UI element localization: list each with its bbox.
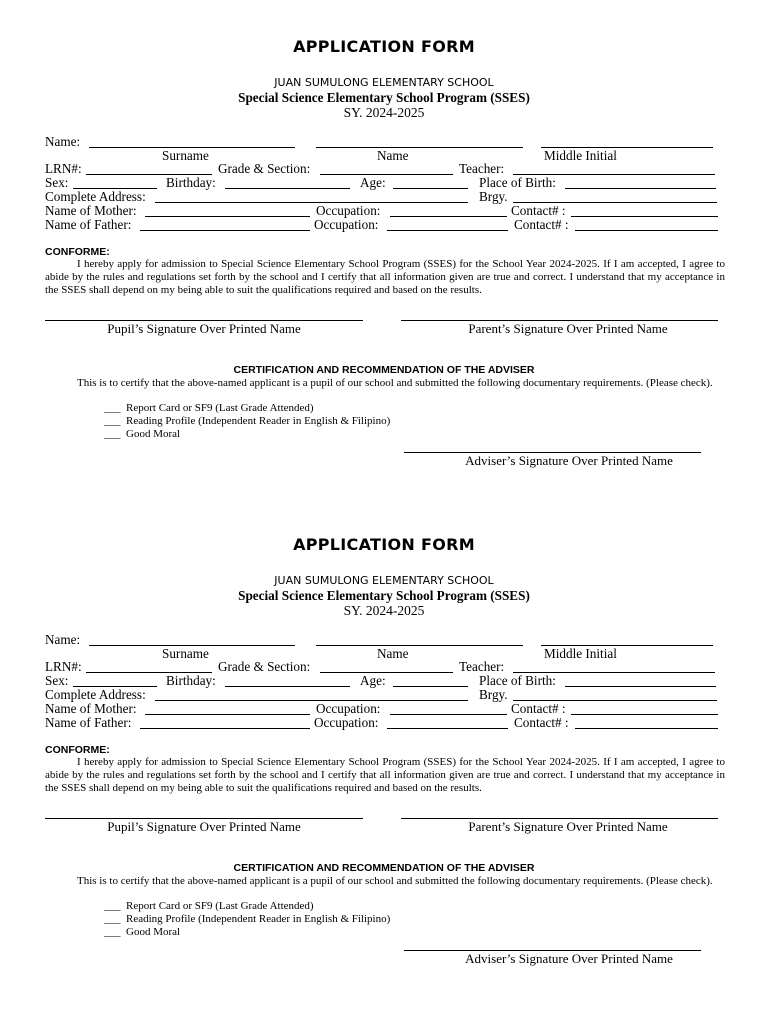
school-year: SY. 2024-2025: [343, 105, 425, 120]
certification-heading: CERTIFICATION AND RECOMMENDATION OF THE ADVISER: [233, 364, 535, 376]
lrn-label: LRN#:: [45, 161, 82, 176]
name-of-father-field[interactable]: [140, 230, 310, 231]
school-name: JUAN SUMULONG ELEMENTARY SCHOOL: [274, 574, 494, 587]
contact-father-label: Contact# :: [514, 217, 569, 232]
application-form-1: [0, 0, 768, 497]
conforme-text: I hereby apply for admission to Special Science Elementary School Program (SSES) for the School Year 2024-2025. If I am accepted, I agree to abide by the rules and regulations set forth by the school and I certify that all information given are true and correct. I understand that my acceptance in the SSES shall depend on my being able to suit the qualifications required and based on the results.: [45, 258, 725, 296]
adviser-signature-caption: Adviser’s Signature Over Printed Name: [465, 951, 673, 966]
requirement-checkbox[interactable]: ___: [104, 913, 121, 925]
conforme-text: I hereby apply for admission to Special Science Elementary School Program (SSES) for the School Year 2024-2025. If I am accepted, I agree to abide by the rules and regulations set forth by the school and I certify that all information given are true and correct. I understand that my acceptance in the SSES shall depend on my being able to suit the qualifications required and based on the results.: [45, 756, 725, 794]
requirement-label: Report Card or SF9 (Last Grade Attended): [126, 900, 314, 912]
name-of-father-field[interactable]: [140, 728, 310, 729]
complete-address-label: Complete Address:: [45, 687, 146, 702]
name-of-mother-field[interactable]: [145, 714, 310, 715]
contact-mother-field[interactable]: [571, 714, 718, 715]
conforme-heading: CONFORME:: [45, 246, 110, 258]
requirement-checkbox[interactable]: ___: [104, 900, 121, 912]
occupation-mother-field[interactable]: [390, 216, 507, 217]
place-of-birth-label: Place of Birth:: [479, 175, 556, 190]
requirement-label: Reading Profile (Independent Reader in English & Filipino): [126, 913, 391, 925]
age-label: Age:: [360, 673, 386, 688]
occupation-father-label: Occupation:: [314, 217, 379, 232]
certification-text: This is to certify that the above-named applicant is a pupil of our school and submitted the following documentary requirements. (Please check).: [77, 377, 713, 389]
age-field[interactable]: [393, 188, 468, 189]
complete-address-field[interactable]: [155, 202, 468, 203]
certification-heading: CERTIFICATION AND RECOMMENDATION OF THE ADVISER: [233, 862, 535, 874]
teacher-label: Teacher:: [459, 659, 505, 674]
form-title: APPLICATION FORM: [293, 37, 475, 56]
contact-mother-label: Contact# :: [511, 701, 566, 716]
complete-address-field[interactable]: [155, 700, 468, 701]
age-field[interactable]: [393, 686, 468, 687]
middle-initial-caption: Middle Initial: [544, 148, 617, 163]
application-form-2: [0, 498, 768, 995]
given-name-field[interactable]: [316, 147, 523, 148]
name-of-mother-field[interactable]: [145, 216, 310, 217]
certification-text: This is to certify that the above-named applicant is a pupil of our school and submitted the following documentary requirements. (Please check).: [77, 875, 713, 887]
program-name: Special Science Elementary School Program (SSES): [238, 90, 530, 105]
complete-address-label: Complete Address:: [45, 189, 146, 204]
place-of-birth-field[interactable]: [565, 686, 716, 687]
middle-initial-caption: Middle Initial: [544, 646, 617, 661]
requirement-checkbox[interactable]: ___: [104, 415, 121, 427]
contact-father-field[interactable]: [575, 230, 718, 231]
requirement-label: Good Moral: [126, 926, 181, 938]
conforme-heading: CONFORME:: [45, 744, 110, 756]
lrn-label: LRN#:: [45, 659, 82, 674]
sex-label: Sex:: [45, 175, 69, 190]
program-name: Special Science Elementary School Program (SSES): [238, 588, 530, 603]
adviser-signature-caption: Adviser’s Signature Over Printed Name: [465, 453, 673, 468]
birthday-label: Birthday:: [166, 673, 216, 688]
requirement-item: [104, 926, 180, 939]
teacher-label: Teacher:: [459, 161, 505, 176]
requirement-item: [104, 913, 390, 926]
surname-caption: Surname: [162, 646, 209, 661]
name-of-mother-label: Name of Mother:: [45, 701, 137, 716]
parent-signature-caption: Parent’s Signature Over Printed Name: [468, 321, 668, 336]
occupation-father-field[interactable]: [387, 728, 508, 729]
occupation-father-label: Occupation:: [314, 715, 379, 730]
requirement-label: Reading Profile (Independent Reader in English & Filipino): [126, 415, 391, 427]
requirement-item: [104, 428, 180, 441]
requirement-label: Report Card or SF9 (Last Grade Attended): [126, 402, 314, 414]
requirement-item: [104, 402, 314, 415]
occupation-mother-field[interactable]: [390, 714, 507, 715]
sex-label: Sex:: [45, 673, 69, 688]
given-name-caption: Name: [377, 646, 409, 661]
occupation-mother-label: Occupation:: [316, 203, 381, 218]
occupation-mother-label: Occupation:: [316, 701, 381, 716]
name-of-father-label: Name of Father:: [45, 715, 132, 730]
birthday-field[interactable]: [225, 188, 350, 189]
birthday-label: Birthday:: [166, 175, 216, 190]
given-name-field[interactable]: [316, 645, 523, 646]
surname-caption: Surname: [162, 148, 209, 163]
contact-father-label: Contact# :: [514, 715, 569, 730]
name-label: Name:: [45, 632, 81, 647]
given-name-caption: Name: [377, 148, 409, 163]
school-name: JUAN SUMULONG ELEMENTARY SCHOOL: [274, 76, 494, 89]
requirement-checkbox[interactable]: ___: [104, 926, 121, 938]
brgy-label: Brgy.: [479, 687, 508, 702]
grade-section-label: Grade & Section:: [218, 161, 311, 176]
requirement-checkbox[interactable]: ___: [104, 402, 121, 414]
parent-signature-caption: Parent’s Signature Over Printed Name: [468, 819, 668, 834]
grade-section-field[interactable]: [320, 672, 453, 673]
grade-section-field[interactable]: [320, 174, 453, 175]
place-of-birth-label: Place of Birth:: [479, 673, 556, 688]
requirement-checkbox[interactable]: ___: [104, 428, 121, 440]
contact-mother-label: Contact# :: [511, 203, 566, 218]
contact-father-field[interactable]: [575, 728, 718, 729]
brgy-label: Brgy.: [479, 189, 508, 204]
occupation-father-field[interactable]: [387, 230, 508, 231]
grade-section-label: Grade & Section:: [218, 659, 311, 674]
requirement-item: [104, 900, 314, 913]
name-of-father-label: Name of Father:: [45, 217, 132, 232]
age-label: Age:: [360, 175, 386, 190]
name-of-mother-label: Name of Mother:: [45, 203, 137, 218]
contact-mother-field[interactable]: [571, 216, 718, 217]
place-of-birth-field[interactable]: [565, 188, 716, 189]
birthday-field[interactable]: [225, 686, 350, 687]
name-label: Name:: [45, 134, 81, 149]
pupil-signature-caption: Pupil’s Signature Over Printed Name: [107, 321, 301, 336]
requirement-label: Good Moral: [126, 428, 181, 440]
requirement-item: [104, 415, 390, 428]
pupil-signature-caption: Pupil’s Signature Over Printed Name: [107, 819, 301, 834]
school-year: SY. 2024-2025: [343, 603, 425, 618]
form-title: APPLICATION FORM: [293, 535, 475, 554]
